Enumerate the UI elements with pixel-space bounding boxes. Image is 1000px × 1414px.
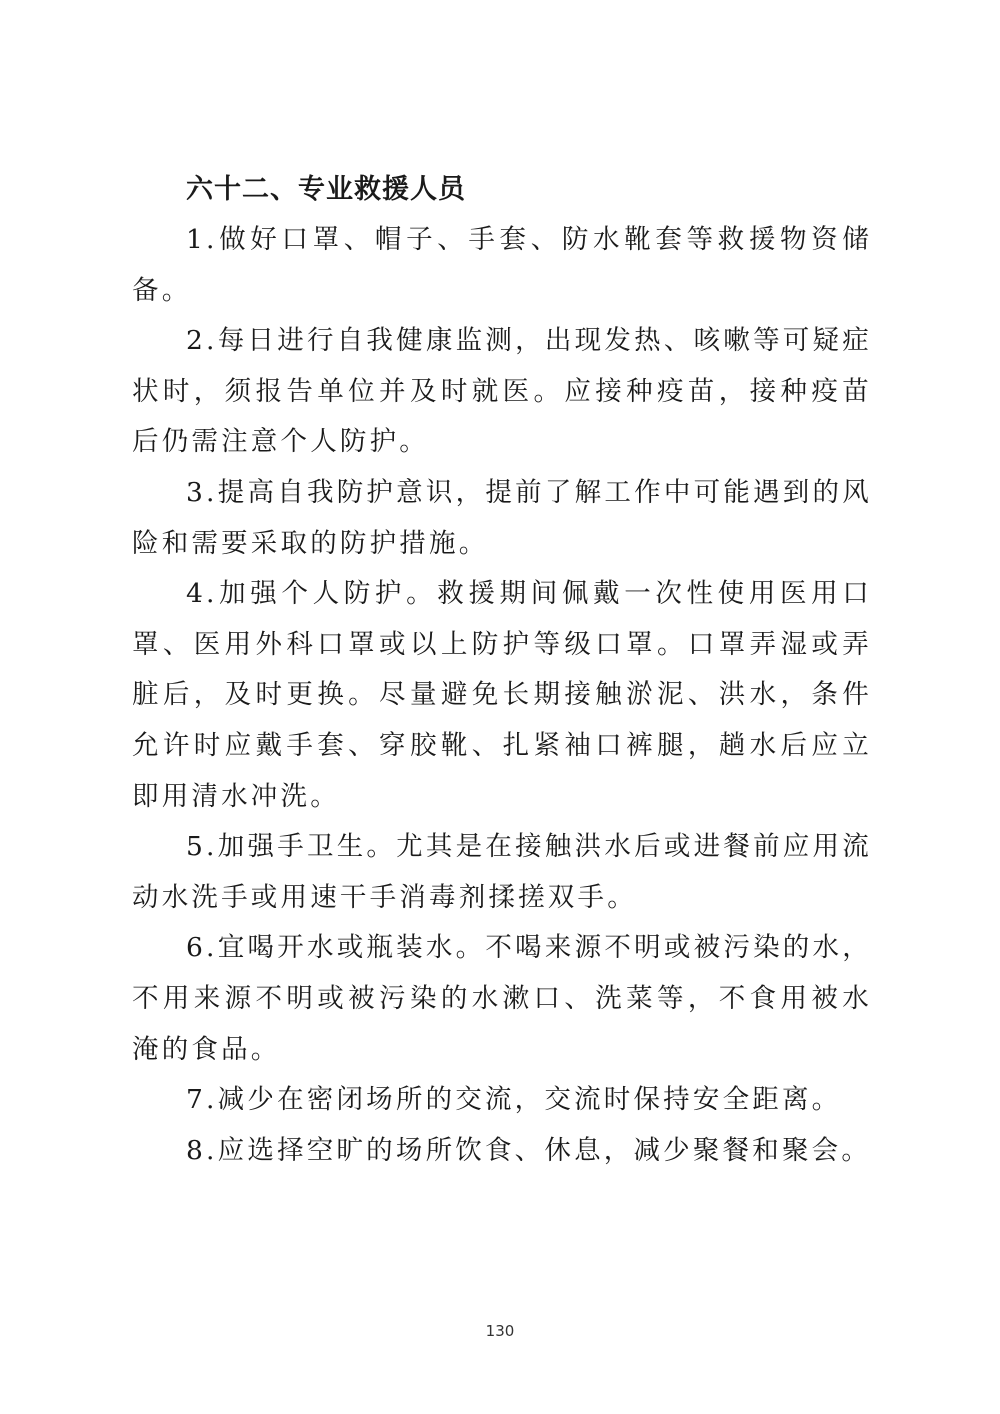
page-number: 130 (485, 1322, 515, 1340)
paragraph-3: 3.提高自我防护意识，提前了解工作中可能遇到的风险和需要采取的防护措施。 (132, 476, 872, 559)
page-content (132, 165, 872, 1176)
paragraph-1: 1.做好口罩、帽子、手套、防水靴套等救援物资储备。 (132, 224, 872, 306)
paragraph-4: 4.加强个人防护。救援期间佩戴一次性使用医用口罩、医用外科口罩或以上防护等级口罩。口罩弄湿或弄脏后，及时更换。尽量避免长期接触淤泥、洪水，条件允许时应戴手套、穿胶靴、扎紧袖口裤腿，趟水后应立即用清水冲洗。 (132, 578, 872, 812)
paragraph-2: 2.每日进行自我健康监测，出现发热、咳嗽等可疑症状时，须报告单位并及时就医。应接种疫苗，接种疫苗后仍需注意个人防护。 (132, 325, 872, 458)
section-heading: 六十二、专业救援人员 (186, 174, 466, 205)
paragraph-5: 5.加强手卫生。尤其是在接触洪水后或进餐前应用流动水洗手或用速干手消毒剂揉搓双手。 (132, 831, 872, 913)
paragraph-7: 7.减少在密闭场所的交流，交流时保持安全距离。 (186, 1084, 842, 1116)
paragraph-8: 8.应选择空旷的场所饮食、休息，减少聚餐和聚会。 (186, 1134, 872, 1166)
paragraph-6: 6.宜喝开水或瓶装水。不喝来源不明或被污染的水，不用来源不明或被污染的水漱口、洗菜等，不食用被水淹的食品。 (132, 932, 872, 1065)
